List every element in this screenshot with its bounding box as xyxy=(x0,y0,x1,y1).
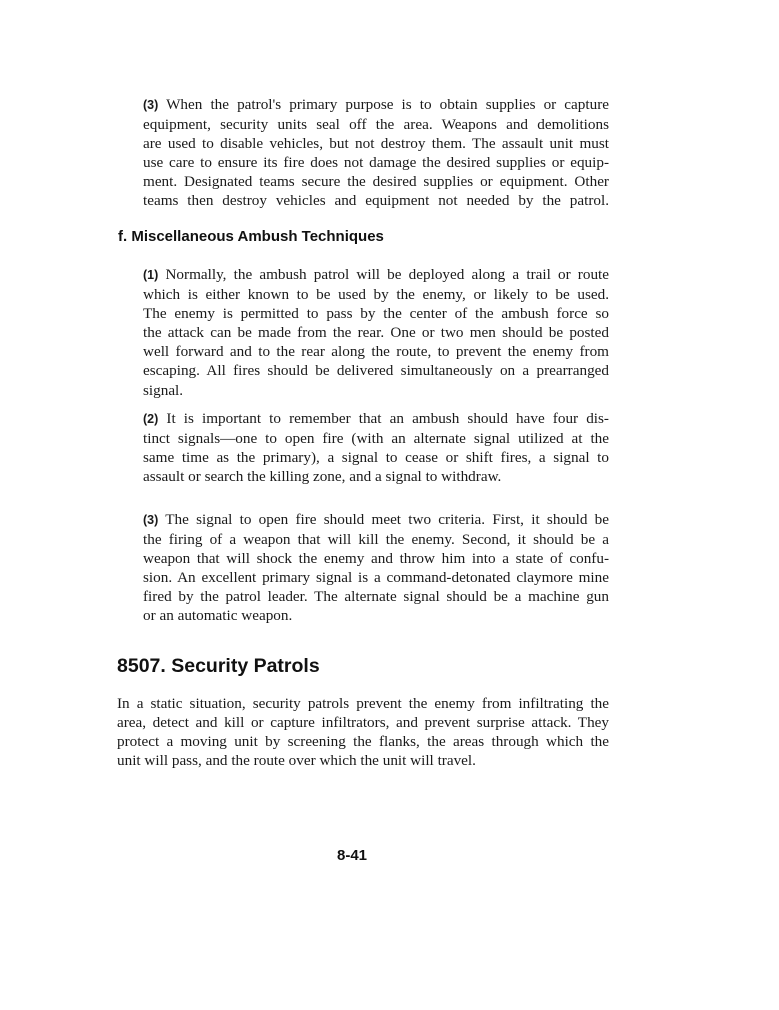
text-line: protect a moving unit by screening the flanks, the areas through which the xyxy=(117,733,609,751)
section-heading-misc-ambush: f. Miscellaneous Ambush Techniques xyxy=(118,228,384,245)
paragraph-normally: (1) Normally, the ambush patrol will be deployed along a trail or route which is either known to be used by the enemy, or likely to be used. The enemy is permitted to pass by the center of the ambush force so the attack can be made from the rear. One or two men should be posted well forward and to the rear along the route, to prevent the enemy from escaping. All fires should be delivered simultaneously on a prearranged signal. xyxy=(143,266,609,399)
section-heading-security-patrols: 8507. Security Patrols xyxy=(117,655,320,677)
text-line: unit will pass, and the route over which the unit will travel. xyxy=(117,752,476,770)
paragraph-open-fire-signal: (3) The signal to open fire should meet two criteria. First, it should be the firing of a weapon that will kill the enemy. Second, it should be a weapon that will shock the enemy and throw him into a state of confu- sion. An excellent primary signal is a command-detonated claymore mine fired by the patrol leader. The alternate signal should be a machine gun or an automatic weapon. xyxy=(143,511,609,625)
text-line: use care to ensure its fire does not damage the desired supplies or equip- xyxy=(143,154,609,172)
text-line: In a static situation, security patrols prevent the enemy from infiltrating the xyxy=(117,695,609,712)
text-line: signal. xyxy=(143,381,184,399)
text-line: fired by the patrol leader. The alternate signal should be a machine gun xyxy=(143,588,609,606)
text-line: are used to disable vehicles, but not destroy them. The assault unit must xyxy=(143,135,609,153)
text-line: ment. Designated teams secure the desired supplies or equipment. Other xyxy=(143,173,609,191)
text-line: sion. An excellent primary signal is a command-detonated claymore mine xyxy=(143,569,609,587)
text-line: assault or search the killing zone, and a signal to withdraw. xyxy=(143,468,502,486)
text-line: the attack can be made from the rear. One or two men should be posted xyxy=(143,324,609,342)
text-line: area, detect and kill or capture infiltrators, and prevent surprise attack. They xyxy=(117,714,609,732)
text-line: well forward and to the rear along the route, to prevent the enemy from xyxy=(143,343,609,361)
text-line: weapon that will shock the enemy and throw him into a state of confu- xyxy=(143,550,609,568)
text-line: the firing of a weapon that will kill the enemy. Second, it should be a xyxy=(143,531,609,549)
page-number: 8-41 xyxy=(337,847,368,864)
text-line: teams then destroy vehicles and equipment not needed by the patrol. xyxy=(143,192,609,210)
paragraph-obtain-supplies: (3) When the patrol's primary purpose is to obtain supplies or capture equipment, security units seal off the area. Weapons and demolitions are used to disable vehicles, but not destroy them. The assault unit must use care to ensure its fire does not damage the desired supplies or equip- ment. Designated teams secure the desired supplies or equipment. Other teams then destroy vehicles and equipment not needed by the patrol. xyxy=(143,96,609,210)
text-line: which is either known to be used by the enemy, or likely to be used. xyxy=(143,286,609,304)
paragraph-number: (3) xyxy=(143,513,159,527)
text-line: equipment, security units seal off the area. Weapons and demolitions xyxy=(143,116,609,134)
paragraph-number: (1) xyxy=(143,268,159,282)
text-line: The enemy is permitted to pass by the center of the ambush force so xyxy=(143,305,609,323)
paragraph-four-signals: (2) It is important to remember that an ambush should have four dis- tinct signals—one to open fire (with an alternate signal utilized at the same time as the primary), a signal to cease or shift fires, a signal to assault or search the killing zone, and a signal to withdraw. xyxy=(143,410,609,486)
paragraph-number: (3) xyxy=(143,98,159,112)
paragraph-security-patrols xyxy=(117,694,609,770)
text-line: tinct signals—one to open fire (with an alternate signal utilized at the xyxy=(143,430,609,448)
text-line: escaping. All fires should be delivered simultaneously on a prearranged xyxy=(143,362,609,380)
paragraph-number: (2) xyxy=(143,412,159,426)
text-line: or an automatic weapon. xyxy=(143,607,293,625)
text-line: same time as the primary), a signal to cease or shift fires, a signal to xyxy=(143,449,609,467)
